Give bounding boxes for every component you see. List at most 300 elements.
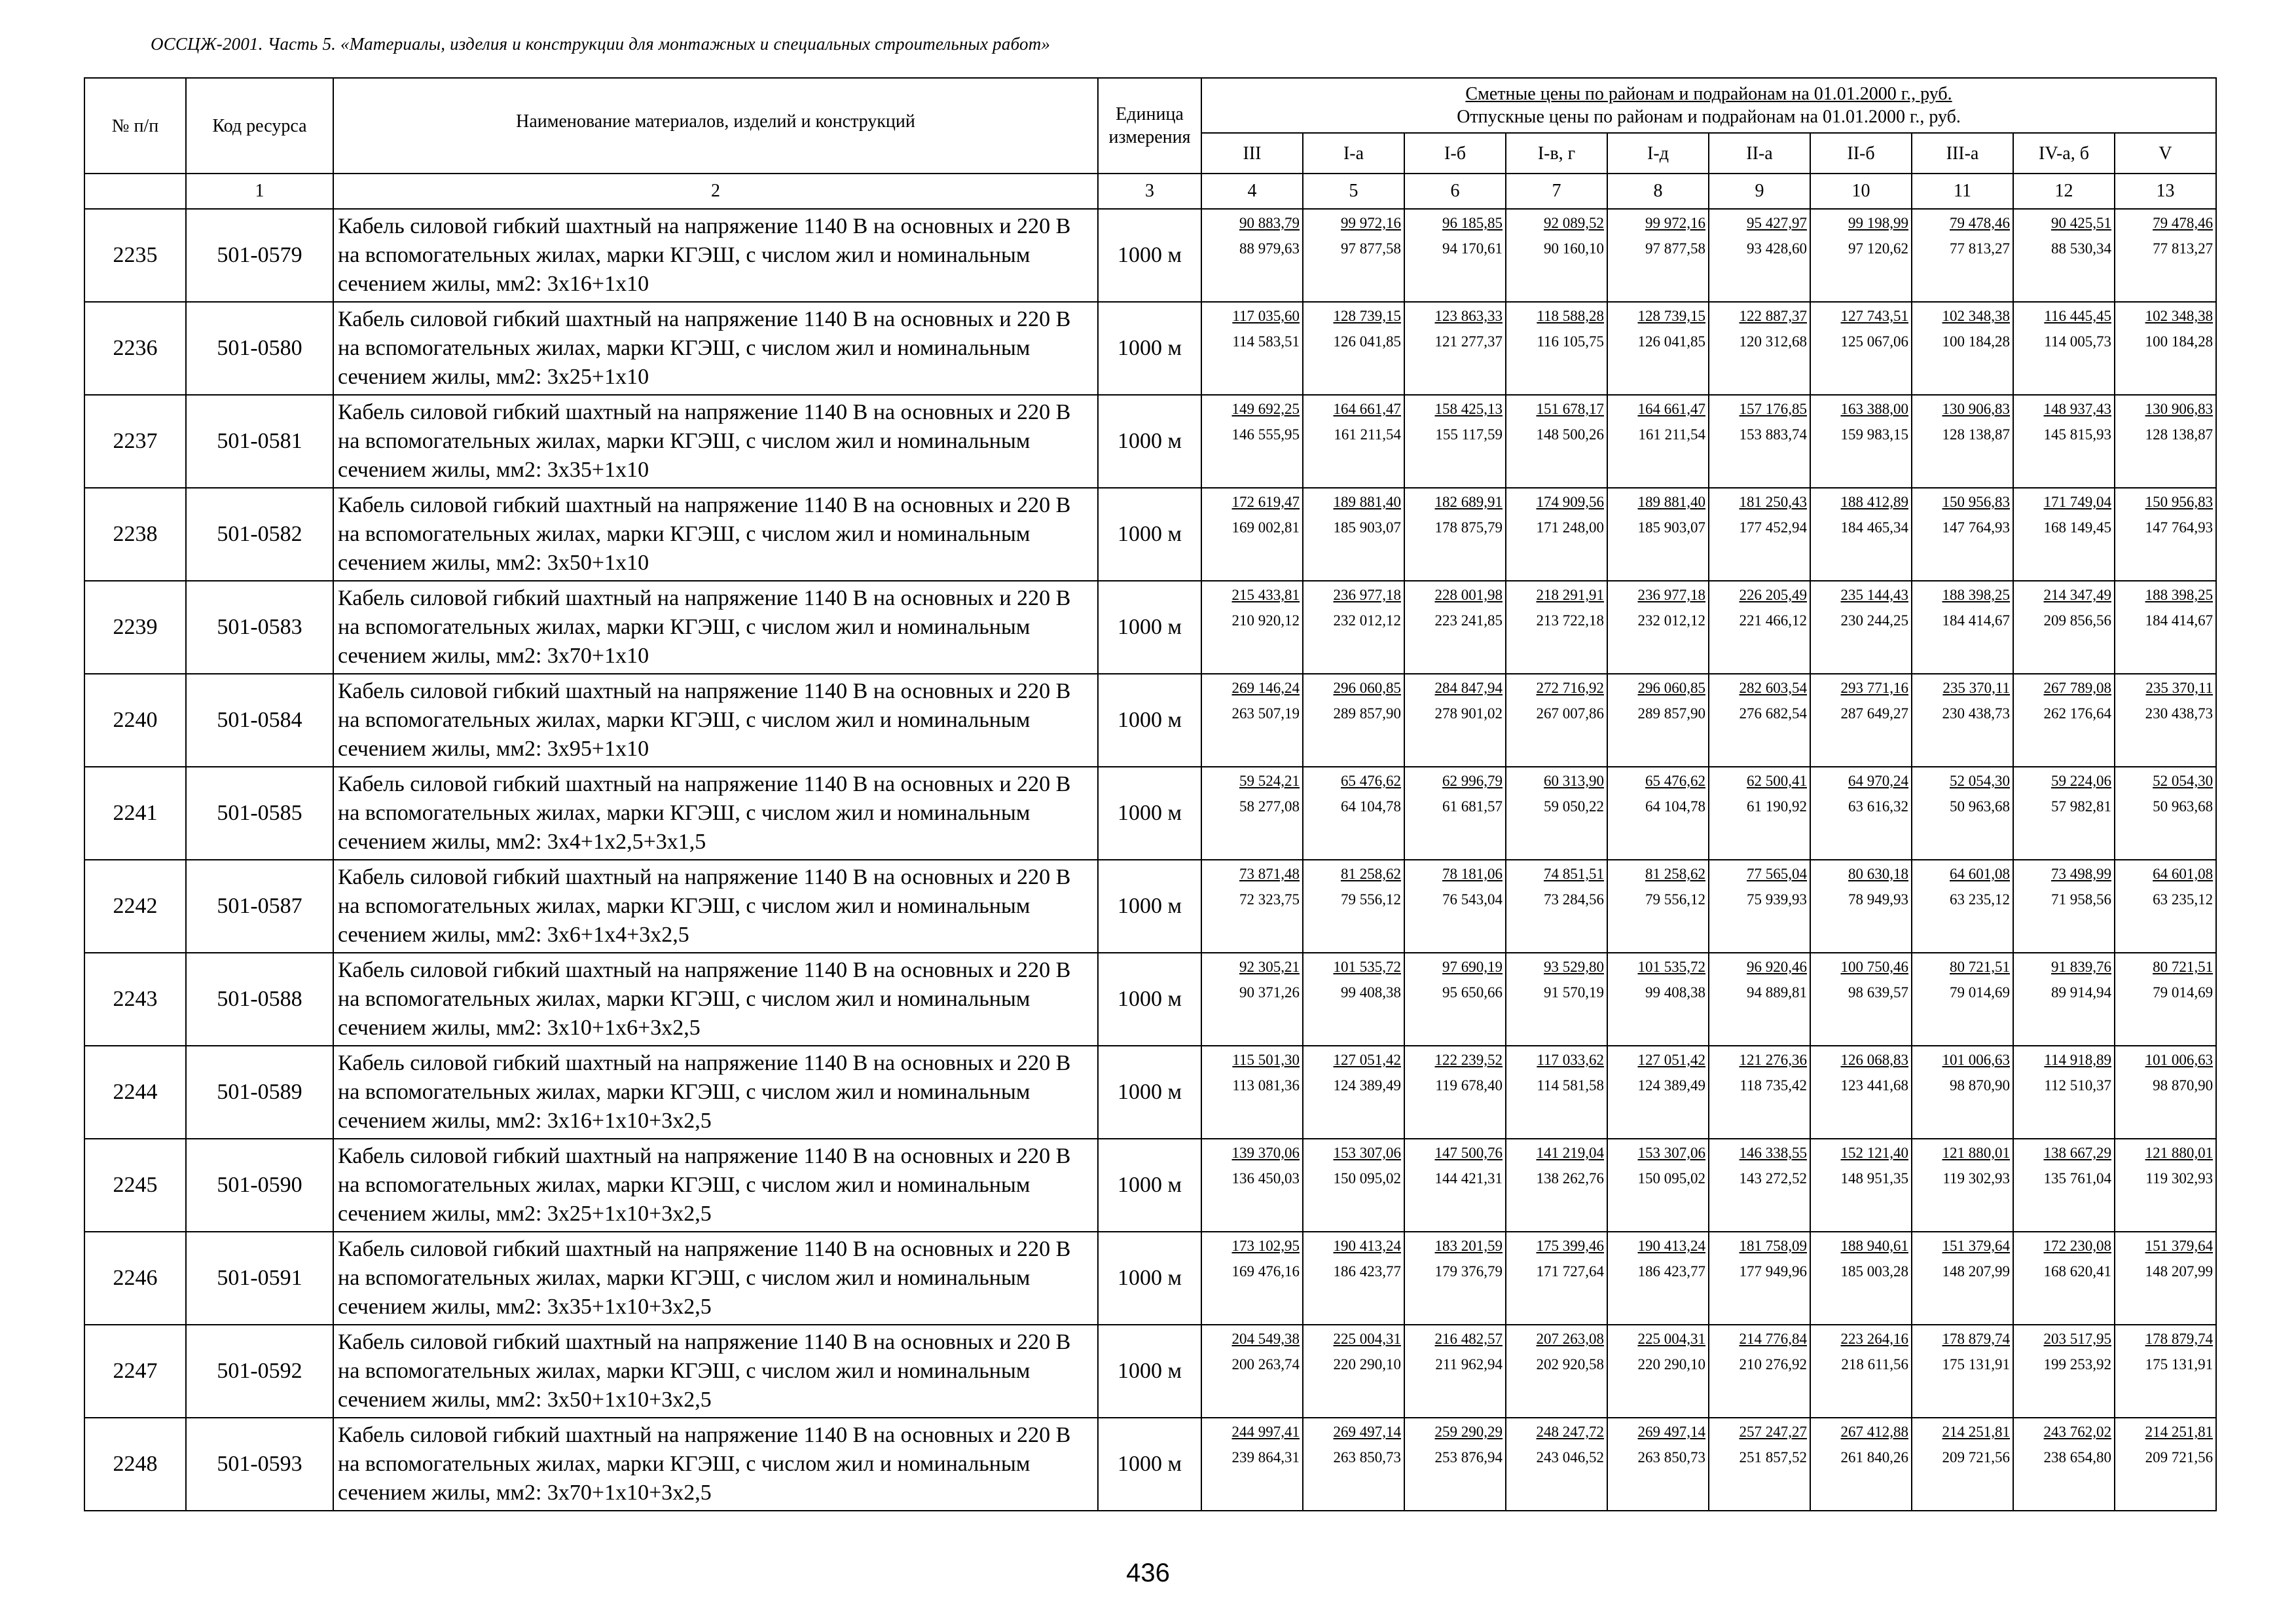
price-cell [1404, 395, 1506, 488]
header-region: IV-а, б [2013, 133, 2115, 174]
estimate-price: 122 239,52 [1434, 1052, 1503, 1068]
estimate-price: 149 692,25 [1231, 401, 1300, 417]
release-price: 114 581,58 [1537, 1077, 1604, 1094]
estimate-price: 152 121,40 [1840, 1145, 1908, 1161]
price-cell [1709, 302, 1810, 395]
price-cell [1404, 1418, 1506, 1511]
price-cell [1201, 395, 1303, 488]
estimate-price: 284 847,94 [1434, 680, 1503, 696]
price-cell [1201, 581, 1303, 674]
release-price: 63 616,32 [1848, 798, 1908, 815]
row-number: 2236 [84, 302, 186, 395]
release-price: 64 104,78 [1645, 798, 1705, 815]
estimate-price: 62 996,79 [1442, 773, 1503, 789]
estimate-price: 130 906,83 [1942, 401, 2010, 417]
estimate-price: 96 185,85 [1442, 215, 1503, 231]
release-price: 175 131,91 [2145, 1356, 2214, 1373]
release-price: 209 856,56 [2043, 612, 2111, 629]
column-number: 5 [1303, 174, 1404, 209]
table-row [84, 581, 2216, 674]
header-prices-estimate: Сметные цены по районам и подрайонам на 01.01.2000 г., руб. [1465, 84, 1952, 104]
release-price: 278 901,02 [1434, 705, 1503, 722]
release-price: 71 958,56 [2051, 891, 2111, 908]
resource-code: 501-0582 [186, 488, 333, 581]
price-cell [1404, 209, 1506, 302]
price-cell [2013, 581, 2115, 674]
unit-of-measure: 1000 м [1098, 209, 1201, 302]
price-cell [1709, 767, 1810, 860]
release-price: 114 005,73 [2044, 333, 2111, 350]
price-cell [1303, 1139, 1404, 1232]
release-price: 267 007,86 [1536, 705, 1604, 722]
price-cell [1303, 1232, 1404, 1325]
estimate-price: 225 004,31 [1637, 1331, 1705, 1347]
estimate-price: 101 535,72 [1333, 959, 1401, 975]
price-cell [1506, 1418, 1607, 1511]
estimate-price: 235 370,11 [2145, 680, 2214, 696]
estimate-price: 267 789,08 [2043, 680, 2111, 696]
estimate-price: 214 251,81 [2145, 1424, 2214, 1440]
estimate-price: 181 758,09 [1739, 1238, 1807, 1254]
price-cell [1201, 1325, 1303, 1418]
column-number: 4 [1201, 174, 1303, 209]
estimate-price: 171 749,04 [2043, 494, 2111, 510]
price-cell [2115, 395, 2216, 488]
release-price: 230 438,73 [2145, 705, 2214, 722]
table-row [84, 302, 2216, 395]
release-price: 220 290,10 [1637, 1356, 1705, 1373]
price-cell [1912, 302, 2013, 395]
price-cell [1912, 953, 2013, 1046]
release-price: 61 681,57 [1442, 798, 1503, 815]
release-price: 125 067,06 [1840, 333, 1908, 350]
price-cell [1912, 674, 2013, 767]
material-name: Кабель силовой гибкий шахтный на напряжение 1140 В на основных и 220 В на вспомогательных жилах, марки КГЭШ, с числом жил и номинальным сечением жилы, мм2: 3х10+1х6+3х2,5 [333, 953, 1098, 1046]
estimate-price: 293 771,16 [1840, 680, 1908, 696]
table-row [84, 209, 2216, 302]
resource-code: 501-0592 [186, 1325, 333, 1418]
estimate-price: 95 427,97 [1747, 215, 1807, 231]
estimate-price: 116 445,45 [2044, 308, 2111, 324]
release-price: 88 979,63 [1239, 240, 1300, 257]
estimate-price: 74 851,51 [1544, 866, 1604, 882]
table-row [84, 860, 2216, 953]
table-row [84, 767, 2216, 860]
price-cell [2013, 674, 2115, 767]
material-name: Кабель силовой гибкий шахтный на напряжение 1140 В на основных и 220 В на вспомогательных жилах, марки КГЭШ, с числом жил и номинальным сечением жилы, мм2: 3х70+1х10 [333, 581, 1098, 674]
release-price: 289 857,90 [1637, 705, 1705, 722]
estimate-price: 81 258,62 [1341, 866, 1401, 882]
estimate-price: 121 276,36 [1739, 1052, 1807, 1068]
table-row [84, 953, 2216, 1046]
release-price: 232 012,12 [1333, 612, 1401, 629]
estimate-price: 52 054,30 [1950, 773, 2010, 789]
release-price: 169 476,16 [1231, 1263, 1300, 1280]
release-price: 143 272,52 [1739, 1170, 1807, 1187]
estimate-price: 203 517,95 [2043, 1331, 2111, 1347]
price-cell [1201, 1418, 1303, 1511]
release-price: 210 920,12 [1231, 612, 1300, 629]
row-number: 2243 [84, 953, 186, 1046]
release-price: 147 764,93 [1942, 519, 2010, 536]
release-price: 220 290,10 [1333, 1356, 1401, 1373]
price-cell [2013, 302, 2115, 395]
estimate-price: 59 224,06 [2051, 773, 2111, 789]
release-price: 97 877,58 [1645, 240, 1705, 257]
release-price: 77 813,27 [1950, 240, 2010, 257]
release-price: 73 284,56 [1544, 891, 1604, 908]
estimate-price: 223 264,16 [1840, 1331, 1908, 1347]
release-price: 186 423,77 [1333, 1263, 1401, 1280]
unit-of-measure: 1000 м [1098, 1139, 1201, 1232]
release-price: 175 131,91 [1942, 1356, 2010, 1373]
estimate-price: 174 909,56 [1536, 494, 1604, 510]
price-cell [1303, 581, 1404, 674]
price-cell [1810, 302, 1912, 395]
release-price: 155 117,59 [1435, 426, 1503, 443]
release-price: 79 014,69 [1950, 984, 2010, 1001]
release-price: 159 983,15 [1840, 426, 1908, 443]
price-cell [1912, 1139, 2013, 1232]
estimate-price: 64 970,24 [1848, 773, 1908, 789]
release-price: 213 722,18 [1536, 612, 1604, 629]
running-header: ОССЦЖ-2001. Часть 5. «Материалы, изделия и конструкции для монтажных и специальных строительных работ» [151, 34, 1051, 54]
release-price: 95 650,66 [1442, 984, 1503, 1001]
price-cell [2013, 767, 2115, 860]
price-cell [1912, 581, 2013, 674]
price-cell [2115, 1139, 2216, 1232]
estimate-price: 62 500,41 [1747, 773, 1807, 789]
estimate-price: 123 863,33 [1434, 308, 1503, 324]
estimate-price: 248 247,72 [1536, 1424, 1604, 1440]
release-price: 138 262,76 [1536, 1170, 1604, 1187]
release-price: 59 050,22 [1544, 798, 1604, 815]
unit-of-measure: 1000 м [1098, 1418, 1201, 1511]
price-cell [1912, 395, 2013, 488]
estimate-price: 235 144,43 [1840, 587, 1908, 603]
price-cell [1404, 1046, 1506, 1139]
estimate-price: 80 721,51 [2153, 959, 2214, 975]
price-cell [1607, 767, 1709, 860]
release-price: 97 877,58 [1341, 240, 1401, 257]
estimate-price: 150 956,83 [1942, 494, 2010, 510]
release-price: 253 876,94 [1434, 1449, 1503, 1466]
price-cell [1201, 302, 1303, 395]
price-cell [1201, 1139, 1303, 1232]
estimate-price: 146 338,55 [1739, 1145, 1807, 1161]
price-cell [1201, 860, 1303, 953]
material-name: Кабель силовой гибкий шахтный на напряжение 1140 В на основных и 220 В на вспомогательных жилах, марки КГЭШ, с числом жил и номинальным сечением жилы, мм2: 3х95+1х10 [333, 674, 1098, 767]
price-cell [1912, 1418, 2013, 1511]
price-cell [1404, 1325, 1506, 1418]
estimate-price: 178 879,74 [2145, 1331, 2214, 1347]
estimate-price: 118 588,28 [1537, 308, 1604, 324]
estimate-price: 235 370,11 [1942, 680, 2010, 696]
estimate-price: 127 743,51 [1840, 308, 1908, 324]
header-row-top [84, 78, 2216, 133]
release-price: 128 138,87 [1942, 426, 2010, 443]
estimate-price: 100 750,46 [1840, 959, 1908, 975]
release-price: 79 556,12 [1645, 891, 1705, 908]
header-prices-release: Отпускные цены по районам и подрайонам на 01.01.2000 г., руб. [1457, 107, 1961, 127]
column-number: 10 [1810, 174, 1912, 209]
price-cell [1810, 674, 1912, 767]
estimate-price: 157 176,85 [1739, 401, 1807, 417]
price-cell [1303, 302, 1404, 395]
price-cell [1810, 581, 1912, 674]
price-cell [1912, 209, 2013, 302]
release-price: 128 138,87 [2145, 426, 2214, 443]
estimate-price: 269 497,14 [1333, 1424, 1401, 1440]
estimate-price: 126 068,83 [1840, 1052, 1908, 1068]
estimate-price: 214 776,84 [1739, 1331, 1807, 1347]
price-cell [1709, 581, 1810, 674]
release-price: 77 813,27 [2153, 240, 2214, 257]
column-number: 8 [1607, 174, 1709, 209]
row-number: 2238 [84, 488, 186, 581]
table-row [84, 395, 2216, 488]
price-cell [1506, 209, 1607, 302]
estimate-price: 99 972,16 [1645, 215, 1705, 231]
price-cell [1404, 302, 1506, 395]
price-cell [1404, 767, 1506, 860]
column-number: 2 [333, 174, 1098, 209]
release-price: 124 389,49 [1637, 1077, 1705, 1094]
table-row [84, 1139, 2216, 1232]
estimate-price: 60 313,90 [1544, 773, 1604, 789]
estimate-price: 269 146,24 [1231, 680, 1300, 696]
price-cell [2115, 1325, 2216, 1418]
price-cell [2013, 1232, 2115, 1325]
price-table [84, 77, 2217, 1511]
header-region: I-д [1607, 133, 1709, 174]
unit-of-measure: 1000 м [1098, 860, 1201, 953]
header-region: I-в, г [1506, 133, 1607, 174]
header-name: Наименование материалов, изделий и конструкций [333, 78, 1098, 174]
estimate-price: 115 501,30 [1232, 1052, 1300, 1068]
estimate-price: 163 388,00 [1840, 401, 1908, 417]
release-price: 211 962,94 [1435, 1356, 1503, 1373]
price-cell [1303, 395, 1404, 488]
estimate-price: 151 678,17 [1536, 401, 1604, 417]
estimate-price: 225 004,31 [1333, 1331, 1401, 1347]
estimate-price: 138 667,29 [2043, 1145, 2111, 1161]
price-cell [1810, 209, 1912, 302]
estimate-price: 102 348,38 [2145, 308, 2214, 324]
price-cell [1607, 1046, 1709, 1139]
price-cell [1607, 860, 1709, 953]
release-price: 119 302,93 [1942, 1170, 2010, 1187]
release-price: 90 371,26 [1239, 984, 1300, 1001]
estimate-price: 153 307,06 [1637, 1145, 1705, 1161]
price-cell [1303, 209, 1404, 302]
release-price: 78 949,93 [1848, 891, 1908, 908]
release-price: 169 002,81 [1231, 519, 1300, 536]
header-no: № п/п [84, 78, 186, 174]
price-cell [1607, 209, 1709, 302]
column-number: 6 [1404, 174, 1506, 209]
unit-of-measure: 1000 м [1098, 674, 1201, 767]
material-name: Кабель силовой гибкий шахтный на напряжение 1140 В на основных и 220 В на вспомогательных жилах, марки КГЭШ, с числом жил и номинальным сечением жилы, мм2: 3х6+1х4+3х2,5 [333, 860, 1098, 953]
release-price: 184 465,34 [1840, 519, 1908, 536]
price-cell [1506, 1232, 1607, 1325]
price-cell [2115, 1418, 2216, 1511]
release-price: 199 253,92 [2043, 1356, 2111, 1373]
price-cell [1201, 1046, 1303, 1139]
release-price: 239 864,31 [1231, 1449, 1300, 1466]
column-number-blank [84, 174, 186, 209]
header-unit: Единица измерения [1098, 78, 1201, 174]
price-cell [1709, 674, 1810, 767]
price-cell [2115, 1046, 2216, 1139]
release-price: 119 302,93 [2145, 1170, 2214, 1187]
material-name: Кабель силовой гибкий шахтный на напряжение 1140 В на основных и 220 В на вспомогательных жилах, марки КГЭШ, с числом жил и номинальным сечением жилы, мм2: 3х35+1х10+3х2,5 [333, 1232, 1098, 1325]
material-name: Кабель силовой гибкий шахтный на напряжение 1140 В на основных и 220 В на вспомогательных жилах, марки КГЭШ, с числом жил и номинальным сечением жилы, мм2: 3х70+1х10+3х2,5 [333, 1418, 1098, 1511]
price-cell [1607, 488, 1709, 581]
price-cell [1303, 860, 1404, 953]
table-row [84, 1418, 2216, 1511]
price-cell [1201, 209, 1303, 302]
column-number: 9 [1709, 174, 1810, 209]
estimate-price: 164 661,47 [1637, 401, 1705, 417]
header-prices [1201, 78, 2216, 133]
release-price: 243 046,52 [1536, 1449, 1604, 1466]
unit-of-measure: 1000 м [1098, 953, 1201, 1046]
estimate-price: 175 399,46 [1536, 1238, 1604, 1254]
estimate-price: 102 348,38 [1942, 308, 2010, 324]
price-cell [1506, 302, 1607, 395]
release-price: 50 963,68 [2153, 798, 2214, 815]
table-row [84, 1046, 2216, 1139]
release-price: 185 003,28 [1840, 1263, 1908, 1280]
release-price: 57 982,81 [2051, 798, 2111, 815]
estimate-price: 226 205,49 [1739, 587, 1807, 603]
estimate-price: 150 956,83 [2145, 494, 2214, 510]
estimate-price: 272 716,92 [1536, 680, 1604, 696]
row-number: 2247 [84, 1325, 186, 1418]
row-number: 2242 [84, 860, 186, 953]
estimate-price: 77 565,04 [1747, 866, 1807, 882]
price-cell [1201, 767, 1303, 860]
release-price: 177 949,96 [1739, 1263, 1807, 1280]
estimate-price: 122 887,37 [1739, 308, 1807, 324]
estimate-price: 114 918,89 [2044, 1052, 2111, 1068]
release-price: 79 556,12 [1341, 891, 1401, 908]
price-cell [2013, 860, 2115, 953]
estimate-price: 101 535,72 [1637, 959, 1705, 975]
price-cell [1201, 488, 1303, 581]
price-cell [2115, 302, 2216, 395]
estimate-price: 158 425,13 [1434, 401, 1503, 417]
estimate-price: 80 630,18 [1848, 866, 1908, 882]
price-cell [1709, 1418, 1810, 1511]
unit-of-measure: 1000 м [1098, 1232, 1201, 1325]
estimate-price: 172 230,08 [2043, 1238, 2111, 1254]
unit-of-measure: 1000 м [1098, 1325, 1201, 1418]
row-number: 2246 [84, 1232, 186, 1325]
release-price: 112 510,37 [2044, 1077, 2111, 1094]
estimate-price: 117 035,60 [1232, 308, 1300, 324]
release-price: 171 727,64 [1536, 1263, 1604, 1280]
release-price: 221 466,12 [1739, 612, 1807, 629]
price-cell [1404, 860, 1506, 953]
estimate-price: 101 006,63 [1942, 1052, 2010, 1068]
release-price: 97 120,62 [1848, 240, 1908, 257]
estimate-price: 59 524,21 [1239, 773, 1300, 789]
price-cell [1709, 1325, 1810, 1418]
estimate-price: 282 603,54 [1739, 680, 1807, 696]
estimate-price: 218 291,91 [1536, 587, 1604, 603]
release-price: 186 423,77 [1637, 1263, 1705, 1280]
price-cell [1912, 488, 2013, 581]
resource-code: 501-0591 [186, 1232, 333, 1325]
release-price: 153 883,74 [1739, 426, 1807, 443]
price-cell [1607, 1418, 1709, 1511]
resource-code: 501-0587 [186, 860, 333, 953]
table-row [84, 674, 2216, 767]
price-cell [1506, 581, 1607, 674]
price-cell [1506, 1325, 1607, 1418]
estimate-price: 296 060,85 [1637, 680, 1705, 696]
estimate-price: 189 881,40 [1637, 494, 1705, 510]
release-price: 184 414,67 [2145, 612, 2214, 629]
release-price: 263 850,73 [1333, 1449, 1401, 1466]
price-cell [1810, 1139, 1912, 1232]
unit-of-measure: 1000 м [1098, 767, 1201, 860]
price-cell [1709, 209, 1810, 302]
page-number: 436 [1126, 1559, 1170, 1587]
table-body [84, 209, 2216, 1511]
material-name: Кабель силовой гибкий шахтный на напряжение 1140 В на основных и 220 В на вспомогательных жилах, марки КГЭШ, с числом жил и номинальным сечением жилы, мм2: 3х25+1х10 [333, 302, 1098, 395]
release-price: 232 012,12 [1637, 612, 1705, 629]
release-price: 150 095,02 [1637, 1170, 1705, 1187]
release-price: 121 277,37 [1434, 333, 1503, 350]
release-price: 168 149,45 [2043, 519, 2111, 536]
release-price: 230 438,73 [1942, 705, 2010, 722]
estimate-price: 117 033,62 [1537, 1052, 1604, 1068]
price-cell [1506, 860, 1607, 953]
release-price: 276 682,54 [1739, 705, 1807, 722]
release-price: 210 276,92 [1739, 1356, 1807, 1373]
estimate-price: 214 251,81 [1942, 1424, 2010, 1440]
release-price: 289 857,90 [1333, 705, 1401, 722]
price-cell [2115, 953, 2216, 1046]
price-cell [2013, 209, 2115, 302]
release-price: 94 170,61 [1442, 240, 1503, 257]
estimate-price: 236 977,18 [1637, 587, 1705, 603]
material-name: Кабель силовой гибкий шахтный на напряжение 1140 В на основных и 220 В на вспомогательных жилах, марки КГЭШ, с числом жил и номинальным сечением жилы, мм2: 3х50+1х10 [333, 488, 1098, 581]
price-cell [1810, 953, 1912, 1046]
estimate-price: 178 879,74 [1942, 1331, 2010, 1347]
estimate-price: 269 497,14 [1637, 1424, 1705, 1440]
release-price: 63 235,12 [1950, 891, 2010, 908]
column-number: 13 [2115, 174, 2216, 209]
estimate-price: 188 940,61 [1840, 1238, 1908, 1254]
estimate-price: 64 601,08 [1950, 866, 2010, 882]
price-cell [1303, 674, 1404, 767]
estimate-price: 130 906,83 [2145, 401, 2214, 417]
release-price: 93 428,60 [1747, 240, 1807, 257]
estimate-price: 96 920,46 [1747, 959, 1807, 975]
price-cell [1607, 581, 1709, 674]
release-price: 147 764,93 [2145, 519, 2214, 536]
release-price: 100 184,28 [1942, 333, 2010, 350]
price-cell [1201, 1232, 1303, 1325]
resource-code: 501-0589 [186, 1046, 333, 1139]
price-cell [2013, 488, 2115, 581]
price-cell [1912, 1232, 2013, 1325]
unit-of-measure: 1000 м [1098, 581, 1201, 674]
